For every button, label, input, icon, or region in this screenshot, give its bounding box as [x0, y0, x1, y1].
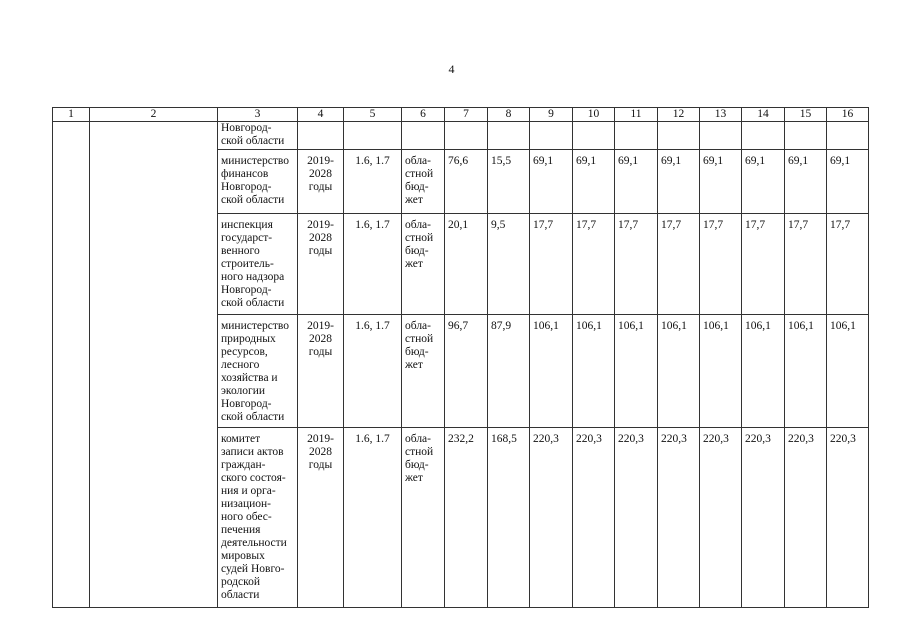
funding-source-cell [402, 214, 445, 315]
empty-cell [615, 122, 658, 150]
funding-source-line: стной [405, 333, 434, 345]
empty-cell [530, 122, 573, 150]
agency-line: венного [221, 245, 260, 257]
value-cell: 106,1 [615, 315, 658, 428]
agency-line: экологии [221, 385, 266, 397]
agency-line: государст- [221, 232, 273, 244]
header-cell: 1 [53, 108, 90, 122]
value-cell: 106,1 [827, 315, 869, 428]
agency-cell [218, 214, 298, 315]
funding-source-line: бюд- [405, 346, 429, 358]
header-cell: 12 [658, 108, 700, 122]
continuation-row [53, 122, 869, 150]
empty-cell [344, 122, 402, 150]
period-cell [298, 150, 344, 214]
agency-line: ского состоя- [221, 472, 286, 484]
funding-source-line: жет [405, 258, 423, 270]
agency-line: ния и орга- [221, 485, 276, 497]
agency-line: мировых [221, 550, 265, 562]
header-cell: 16 [827, 108, 869, 122]
value-cell: 106,1 [742, 315, 785, 428]
page-number: 4 [448, 62, 455, 76]
period-line: 2028 [309, 446, 332, 458]
agency-line: лесного [221, 359, 260, 371]
period-line: 2028 [309, 168, 332, 180]
agency-line: природных [221, 333, 276, 345]
header-cell: 6 [402, 108, 445, 122]
funding-source-cell [402, 150, 445, 214]
value-cell: 69,1 [827, 150, 869, 214]
empty-cell [402, 122, 445, 150]
header-cell: 15 [785, 108, 827, 122]
value-cell: 69,1 [742, 150, 785, 214]
funding-source-line: бюд- [405, 181, 429, 193]
col2-cell [90, 122, 218, 608]
period-line: годы [308, 181, 333, 193]
value-cell: 69,1 [615, 150, 658, 214]
empty-cell [742, 122, 785, 150]
value-cell: 76,6 [445, 150, 488, 214]
agency-line: деятельности [221, 537, 287, 549]
agency-line: ресурсов, [221, 346, 268, 358]
period-cell [298, 315, 344, 428]
value-cell: 17,7 [700, 214, 742, 315]
header-cell: 4 [298, 108, 344, 122]
col1-cell [53, 122, 90, 608]
value-cell: 106,1 [658, 315, 700, 428]
indicator-ref-cell: 1.6, 1.7 [344, 428, 402, 608]
indicator-ref-cell: 1.6, 1.7 [344, 315, 402, 428]
value-cell: 220,3 [742, 428, 785, 608]
value-cell: 17,7 [530, 214, 573, 315]
funding-source-line: бюд- [405, 245, 429, 257]
period-line: 2019- [307, 219, 334, 231]
header-row [53, 108, 869, 122]
empty-cell [573, 122, 615, 150]
period-line: годы [308, 459, 333, 471]
value-cell: 220,3 [658, 428, 700, 608]
value-cell: 220,3 [700, 428, 742, 608]
agency-cell [218, 315, 298, 428]
value-cell: 220,3 [615, 428, 658, 608]
empty-cell [785, 122, 827, 150]
funding-source-line: жет [405, 194, 423, 206]
value-cell: 17,7 [573, 214, 615, 315]
period-cell [298, 214, 344, 315]
agency-cell [218, 122, 298, 150]
value-cell: 220,3 [785, 428, 827, 608]
value-cell: 9,5 [488, 214, 530, 315]
value-cell: 69,1 [573, 150, 615, 214]
value-cell: 220,3 [573, 428, 615, 608]
header-cell: 11 [615, 108, 658, 122]
budget-table [52, 107, 869, 608]
agency-line: судей Новго- [221, 563, 285, 575]
value-cell: 232,2 [445, 428, 488, 608]
value-cell: 87,9 [488, 315, 530, 428]
header-cell: 2 [90, 108, 218, 122]
funding-source-line: стной [405, 446, 434, 458]
funding-source-line: обла- [405, 320, 431, 332]
header-cell: 10 [573, 108, 615, 122]
value-cell: 106,1 [700, 315, 742, 428]
agency-line: финансов [221, 168, 269, 180]
funding-source-line: стной [405, 168, 434, 180]
value-cell: 17,7 [658, 214, 700, 315]
indicator-ref-cell: 1.6, 1.7 [344, 214, 402, 315]
agency-line: министерство [221, 320, 289, 332]
agency-line: министерство [221, 155, 289, 167]
empty-cell [827, 122, 869, 150]
agency-cell [218, 428, 298, 608]
value-cell: 17,7 [785, 214, 827, 315]
agency-line: ской области [221, 411, 285, 423]
period-line: годы [308, 346, 333, 358]
value-cell: 69,1 [785, 150, 827, 214]
value-cell: 17,7 [742, 214, 785, 315]
value-cell: 106,1 [573, 315, 615, 428]
value-cell: 96,7 [445, 315, 488, 428]
funding-source-line: жет [405, 472, 423, 484]
agency-line: ской области [221, 194, 285, 206]
period-cell [298, 428, 344, 608]
empty-cell [700, 122, 742, 150]
value-cell: 17,7 [827, 214, 869, 315]
agency-line: печения [221, 524, 261, 536]
agency-line: ного надзора [221, 271, 285, 283]
empty-cell [445, 122, 488, 150]
agency-line: комитет [221, 433, 261, 445]
funding-source-line: бюд- [405, 459, 429, 471]
value-cell: 106,1 [785, 315, 827, 428]
value-cell: 168,5 [488, 428, 530, 608]
agency-line: записи актов [221, 446, 284, 458]
agency-line: хозяйства и [221, 372, 278, 384]
funding-source-line: стной [405, 232, 434, 244]
agency-cell [218, 150, 298, 214]
header-cell: 8 [488, 108, 530, 122]
agency-line: низацион- [221, 498, 271, 510]
agency-line: ного обес- [221, 511, 272, 523]
funding-source-line: обла- [405, 155, 431, 167]
agency-line: области [221, 589, 260, 601]
header-cell: 14 [742, 108, 785, 122]
period-line: годы [308, 245, 333, 257]
agency-line: ской области [221, 135, 285, 147]
agency-line: Новгород- [221, 284, 272, 296]
agency-line: ской области [221, 297, 285, 309]
funding-source-cell [402, 315, 445, 428]
header-cell: 5 [344, 108, 402, 122]
agency-line: Новгород- [221, 181, 272, 193]
value-cell: 106,1 [530, 315, 573, 428]
value-cell: 69,1 [658, 150, 700, 214]
empty-cell [298, 122, 344, 150]
value-cell: 220,3 [827, 428, 869, 608]
funding-source-line: обла- [405, 219, 431, 231]
header-cell: 13 [700, 108, 742, 122]
period-line: 2028 [309, 333, 332, 345]
funding-source-line: обла- [405, 433, 431, 445]
agency-line: инспекция [221, 219, 273, 231]
value-cell: 17,7 [615, 214, 658, 315]
agency-line: Новгород- [221, 398, 272, 410]
header-cell: 7 [445, 108, 488, 122]
empty-cell [488, 122, 530, 150]
header-cell: 3 [218, 108, 298, 122]
empty-cell [658, 122, 700, 150]
period-line: 2019- [307, 433, 334, 445]
value-cell: 220,3 [530, 428, 573, 608]
agency-line: граждан- [221, 459, 266, 471]
header-cell: 9 [530, 108, 573, 122]
value-cell: 20,1 [445, 214, 488, 315]
value-cell: 69,1 [530, 150, 573, 214]
funding-source-cell [402, 428, 445, 608]
period-line: 2019- [307, 155, 334, 167]
period-line: 2019- [307, 320, 334, 332]
agency-line: родской [221, 576, 261, 588]
value-cell: 69,1 [700, 150, 742, 214]
agency-line: Новгород- [221, 122, 272, 134]
agency-line: строитель- [221, 258, 274, 270]
indicator-ref-cell: 1.6, 1.7 [344, 150, 402, 214]
value-cell: 15,5 [488, 150, 530, 214]
period-line: 2028 [309, 232, 332, 244]
funding-source-line: жет [405, 359, 423, 371]
